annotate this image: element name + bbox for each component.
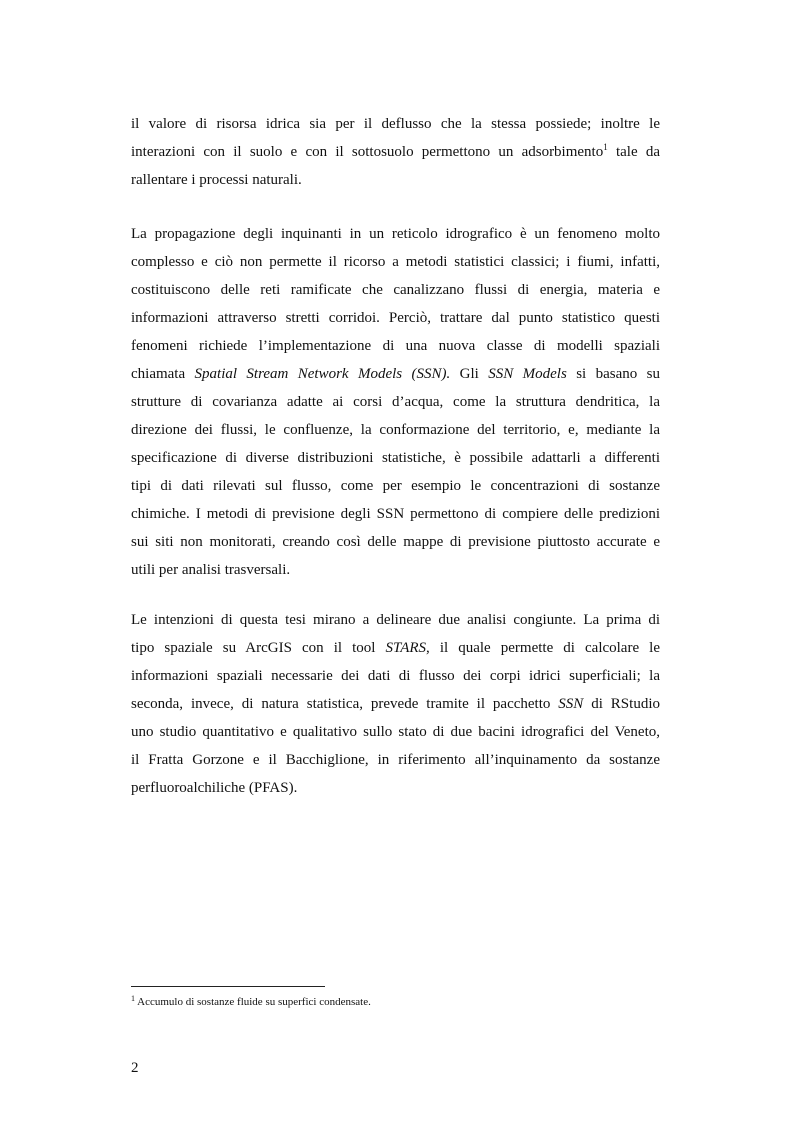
footnote-reference: 1 [603, 142, 608, 152]
text-segment: interazioni con il suolo e con il sottosuolo permettono un adsorbimento [131, 144, 604, 160]
text-line: chimiche. I metodi di previsione degli SSN permettono di compiere delle predizioni [131, 506, 660, 522]
text-line: informazioni attraverso stretti corridoi. Perciò, trattare dal punto statistico questi [131, 310, 660, 326]
text-line: rallentare i processi naturali. [131, 172, 302, 188]
italic-term: SSN [558, 696, 584, 712]
text-line: uno studio quantitativo e qualitativo sullo stato di due bacini idrografici del Veneto, [131, 724, 660, 740]
footnote-text: Accumulo di sostanze fluide su superfici condensate. [135, 996, 371, 1008]
text-segment: Gli [450, 366, 489, 382]
text-segment: di RStudio [583, 696, 660, 712]
text-line: tipi di dati rilevati sul flusso, come per esempio le concentrazioni di sostanze [131, 478, 660, 494]
paragraph-2 [131, 220, 660, 584]
paragraph-3 [131, 606, 660, 802]
italic-term: Spatial Stream Network Models (SSN). [194, 366, 451, 382]
text-line: sui siti non monitorati, creando così delle mappe di previsione piuttosto accurate e [131, 534, 660, 550]
text-segment: seconda, invece, di natura statistica, prevede tramite il pacchetto [131, 696, 559, 712]
text-segment: chiamata [131, 366, 195, 382]
text-line: il valore di risorsa idrica sia per il deflusso che la stessa possiede; inoltre le [131, 116, 660, 132]
text-segment: , il quale permette di calcolare le [426, 640, 660, 656]
text-line: perfluoroalchiliche (PFAS). [131, 780, 298, 796]
text-line: Le intenzioni di questa tesi mirano a delineare due analisi congiunte. La prima di [131, 612, 660, 628]
text-line: specificazione di diverse distribuzioni statistiche, è possibile adattarli a differenti [131, 450, 660, 466]
text-line: il Fratta Gorzone e il Bacchiglione, in riferimento all’inquinamento da sostanze [131, 752, 660, 768]
footnote-marker: 1 [131, 994, 135, 1003]
text-line: informazioni spaziali necessarie dei dati di flusso dei corpi idrici superficiali; la [131, 668, 660, 684]
text-line [131, 634, 660, 662]
paragraph-1 [131, 110, 660, 194]
text-line: costituiscono delle reti ramificate che canalizzano flussi di energia, materia e [131, 282, 660, 298]
text-segment: tale da [607, 144, 660, 160]
text-line [131, 138, 660, 166]
text-line [131, 690, 660, 718]
footnote [131, 994, 371, 1010]
page-number: 2 [131, 1060, 139, 1076]
text-line: complesso e ciò non permette il ricorso a metodi statistici classici; i fiumi, infatti, [131, 254, 660, 270]
text-line: direzione dei flussi, le confluenze, la conformazione del territorio, e, mediante la [131, 422, 660, 438]
text-line: utili per analisi trasversali. [131, 562, 291, 578]
text-line: strutture di covarianza adatte ai corsi d’acqua, come la struttura dendritica, la [131, 394, 660, 410]
italic-term: SSN Models [488, 366, 567, 382]
text-segment: si basano su [566, 366, 660, 382]
text-line: fenomeni richiede l’implementazione di una nuova classe di modelli spaziali [131, 338, 660, 354]
text-line: La propagazione degli inquinanti in un reticolo idrografico è un fenomeno molto [131, 226, 660, 242]
text-segment: tipo spaziale su ArcGIS con il tool [131, 640, 386, 656]
text-line [131, 360, 660, 388]
footnote-divider [131, 986, 325, 987]
italic-term: STARS [385, 640, 427, 656]
